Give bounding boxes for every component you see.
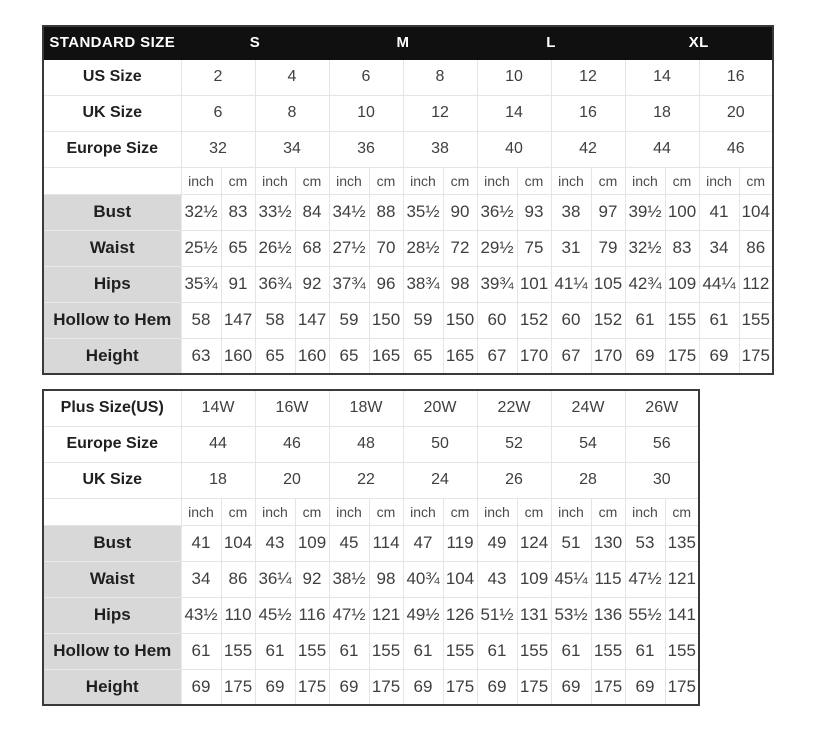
size-cell: 44 — [625, 131, 699, 167]
measure-value-cell: 150 — [369, 302, 403, 338]
size-cell: 38 — [403, 131, 477, 167]
unit-cell: inch — [403, 498, 443, 525]
unit-cell: inch — [403, 167, 443, 194]
measure-row — [43, 525, 699, 561]
measure-value-cell: 45 — [329, 525, 369, 561]
measure-value-cell: 175 — [369, 669, 403, 705]
measure-value-cell: 36½ — [477, 194, 517, 230]
size-cell: 8 — [403, 59, 477, 95]
measure-row — [43, 597, 699, 633]
measure-value-cell: 34 — [699, 230, 739, 266]
measure-value-cell: 155 — [517, 633, 551, 669]
measure-value-cell: 101 — [517, 266, 551, 302]
unit-cell: cm — [443, 167, 477, 194]
measure-value-cell: 112 — [739, 266, 773, 302]
measure-value-cell: 121 — [369, 597, 403, 633]
unit-cell: inch — [255, 167, 295, 194]
measure-value-cell: 36¼ — [255, 561, 295, 597]
measure-row-label: Hollow to Hem — [43, 633, 181, 669]
size-cell: 2 — [181, 59, 255, 95]
measure-value-cell: 69 — [181, 669, 221, 705]
measure-value-cell: 152 — [591, 302, 625, 338]
unit-cell: inch — [255, 498, 295, 525]
measure-row — [43, 230, 773, 266]
row-label: Europe Size — [43, 131, 181, 167]
size-cell: 10 — [477, 59, 551, 95]
measure-value-cell: 41¼ — [551, 266, 591, 302]
size-cell: 42 — [551, 131, 625, 167]
measure-value-cell: 32½ — [625, 230, 665, 266]
measure-row — [43, 194, 773, 230]
measure-row — [43, 266, 773, 302]
measure-value-cell: 61 — [551, 633, 591, 669]
measure-value-cell: 34½ — [329, 194, 369, 230]
unit-cell: cm — [221, 498, 255, 525]
size-cell: 6 — [329, 59, 403, 95]
size-cell: 40 — [477, 131, 551, 167]
measure-row-label: Waist — [43, 561, 181, 597]
measure-value-cell: 63 — [181, 338, 221, 374]
measure-value-cell: 47½ — [329, 597, 369, 633]
measure-value-cell: 88 — [369, 194, 403, 230]
measure-value-cell: 130 — [591, 525, 625, 561]
measure-row-label: Hips — [43, 266, 181, 302]
measure-value-cell: 47½ — [625, 561, 665, 597]
measure-value-cell: 36¾ — [255, 266, 295, 302]
measure-value-cell: 58 — [255, 302, 295, 338]
measure-value-cell: 96 — [369, 266, 403, 302]
measure-value-cell: 79 — [591, 230, 625, 266]
measure-row-label: Height — [43, 669, 181, 705]
unit-cell: cm — [739, 167, 773, 194]
measure-value-cell: 160 — [295, 338, 329, 374]
measure-value-cell: 175 — [443, 669, 477, 705]
measure-value-cell: 131 — [517, 597, 551, 633]
measure-value-cell: 67 — [551, 338, 591, 374]
unit-cell: cm — [295, 167, 329, 194]
size-row — [43, 462, 699, 498]
measure-value-cell: 92 — [295, 266, 329, 302]
table-title: STANDARD SIZE — [43, 26, 181, 59]
unit-cell: cm — [591, 167, 625, 194]
unit-cell: inch — [625, 498, 665, 525]
size-group-header: S — [181, 26, 329, 59]
size-group-header: L — [477, 26, 625, 59]
measure-value-cell: 121 — [665, 561, 699, 597]
measure-value-cell: 91 — [221, 266, 255, 302]
size-cell: 34 — [255, 131, 329, 167]
measure-value-cell: 28½ — [403, 230, 443, 266]
row-label: US Size — [43, 59, 181, 95]
unit-cell: cm — [591, 498, 625, 525]
measure-value-cell: 51 — [551, 525, 591, 561]
measure-value-cell: 34 — [181, 561, 221, 597]
measure-value-cell: 114 — [369, 525, 403, 561]
size-cell: 20 — [255, 462, 329, 498]
measure-value-cell: 155 — [591, 633, 625, 669]
plus-size-table — [42, 389, 700, 706]
measure-value-cell: 61 — [477, 633, 517, 669]
measure-value-cell: 25½ — [181, 230, 221, 266]
size-cell: 56 — [625, 426, 699, 462]
measure-value-cell: 58 — [181, 302, 221, 338]
measure-value-cell: 59 — [403, 302, 443, 338]
measure-value-cell: 51½ — [477, 597, 517, 633]
unit-cell: cm — [665, 498, 699, 525]
measure-value-cell: 29½ — [477, 230, 517, 266]
size-cell: 26 — [477, 462, 551, 498]
measure-value-cell: 61 — [403, 633, 443, 669]
size-cell: 18W — [329, 390, 403, 426]
measure-value-cell: 170 — [591, 338, 625, 374]
measure-row-label: Hips — [43, 597, 181, 633]
measure-row — [43, 338, 773, 374]
measure-value-cell: 155 — [443, 633, 477, 669]
measure-value-cell: 61 — [625, 302, 665, 338]
measure-value-cell: 61 — [255, 633, 295, 669]
measure-value-cell: 26½ — [255, 230, 295, 266]
measure-value-cell: 39½ — [625, 194, 665, 230]
measure-value-cell: 60 — [551, 302, 591, 338]
measure-value-cell: 38½ — [329, 561, 369, 597]
size-cell: 46 — [255, 426, 329, 462]
unit-cell: inch — [477, 498, 517, 525]
measure-value-cell: 72 — [443, 230, 477, 266]
size-cell: 20W — [403, 390, 477, 426]
measure-value-cell: 65 — [403, 338, 443, 374]
measure-value-cell: 69 — [625, 669, 665, 705]
unit-cell: cm — [665, 167, 699, 194]
measure-value-cell: 104 — [221, 525, 255, 561]
size-cell: 44 — [181, 426, 255, 462]
measure-row-label: Hollow to Hem — [43, 302, 181, 338]
size-group-header: M — [329, 26, 477, 59]
measure-value-cell: 104 — [739, 194, 773, 230]
measure-value-cell: 175 — [739, 338, 773, 374]
measure-value-cell: 97 — [591, 194, 625, 230]
measure-value-cell: 41 — [181, 525, 221, 561]
measure-row — [43, 302, 773, 338]
size-cell: 48 — [329, 426, 403, 462]
size-cell: 24W — [551, 390, 625, 426]
size-cell: 46 — [699, 131, 773, 167]
measure-value-cell: 44¼ — [699, 266, 739, 302]
unit-cell: inch — [329, 167, 369, 194]
size-cell: 52 — [477, 426, 551, 462]
measure-value-cell: 61 — [181, 633, 221, 669]
measure-value-cell: 42¾ — [625, 266, 665, 302]
measure-value-cell: 86 — [221, 561, 255, 597]
measure-value-cell: 59 — [329, 302, 369, 338]
measure-value-cell: 38¾ — [403, 266, 443, 302]
measure-value-cell: 109 — [295, 525, 329, 561]
measure-value-cell: 135 — [665, 525, 699, 561]
size-cell: 22 — [329, 462, 403, 498]
size-cell: 14W — [181, 390, 255, 426]
size-cell: 30 — [625, 462, 699, 498]
unit-cell: cm — [517, 167, 551, 194]
size-group-header: XL — [625, 26, 773, 59]
unit-cell: inch — [551, 167, 591, 194]
measure-row — [43, 561, 699, 597]
measure-value-cell: 160 — [221, 338, 255, 374]
measure-value-cell: 27½ — [329, 230, 369, 266]
measure-row-label: Bust — [43, 525, 181, 561]
measure-row-label: Bust — [43, 194, 181, 230]
measure-value-cell: 98 — [443, 266, 477, 302]
measure-value-cell: 155 — [739, 302, 773, 338]
size-cell: 4 — [255, 59, 329, 95]
measure-row — [43, 633, 699, 669]
size-cell: 16W — [255, 390, 329, 426]
measure-value-cell: 60 — [477, 302, 517, 338]
size-cell: 24 — [403, 462, 477, 498]
size-cell: 16 — [551, 95, 625, 131]
measure-row-label: Height — [43, 338, 181, 374]
unit-cell: inch — [551, 498, 591, 525]
measure-value-cell: 69 — [625, 338, 665, 374]
measure-row — [43, 669, 699, 705]
measure-value-cell: 45¼ — [551, 561, 591, 597]
measure-value-cell: 116 — [295, 597, 329, 633]
measure-value-cell: 83 — [665, 230, 699, 266]
measure-value-cell: 41 — [699, 194, 739, 230]
measure-value-cell: 31 — [551, 230, 591, 266]
measure-value-cell: 55½ — [625, 597, 665, 633]
measure-value-cell: 32½ — [181, 194, 221, 230]
size-cell: 14 — [625, 59, 699, 95]
measure-value-cell: 155 — [665, 633, 699, 669]
measure-value-cell: 67 — [477, 338, 517, 374]
measure-value-cell: 155 — [369, 633, 403, 669]
unit-cell: inch — [625, 167, 665, 194]
size-cell: 36 — [329, 131, 403, 167]
measure-value-cell: 49½ — [403, 597, 443, 633]
unit-cell: cm — [369, 167, 403, 194]
size-cell: 20 — [699, 95, 773, 131]
unit-cell: cm — [295, 498, 329, 525]
measure-value-cell: 126 — [443, 597, 477, 633]
measure-value-cell: 98 — [369, 561, 403, 597]
size-row — [43, 95, 773, 131]
measure-value-cell: 84 — [295, 194, 329, 230]
size-row — [43, 426, 699, 462]
measure-value-cell: 105 — [591, 266, 625, 302]
measure-value-cell: 65 — [329, 338, 369, 374]
measure-value-cell: 165 — [443, 338, 477, 374]
measure-value-cell: 69 — [699, 338, 739, 374]
measure-value-cell: 69 — [477, 669, 517, 705]
measure-value-cell: 43 — [255, 525, 295, 561]
measure-value-cell: 75 — [517, 230, 551, 266]
size-cell: 10 — [329, 95, 403, 131]
measure-value-cell: 53½ — [551, 597, 591, 633]
measure-value-cell: 155 — [665, 302, 699, 338]
measure-value-cell: 61 — [625, 633, 665, 669]
unit-cell: cm — [369, 498, 403, 525]
measure-value-cell: 141 — [665, 597, 699, 633]
measure-value-cell: 37¾ — [329, 266, 369, 302]
measure-value-cell: 100 — [665, 194, 699, 230]
measure-value-cell: 110 — [221, 597, 255, 633]
measure-value-cell: 175 — [665, 338, 699, 374]
unit-cell: cm — [517, 498, 551, 525]
measure-value-cell: 61 — [699, 302, 739, 338]
size-cell: 50 — [403, 426, 477, 462]
unit-cell: inch — [329, 498, 369, 525]
measure-value-cell: 170 — [517, 338, 551, 374]
row-label: Europe Size — [43, 426, 181, 462]
size-cell: 22W — [477, 390, 551, 426]
measure-value-cell: 35¾ — [181, 266, 221, 302]
measure-value-cell: 109 — [517, 561, 551, 597]
measure-value-cell: 86 — [739, 230, 773, 266]
size-chart-tables — [42, 25, 823, 706]
measure-value-cell: 69 — [255, 669, 295, 705]
measure-value-cell: 147 — [295, 302, 329, 338]
unit-row-spacer — [43, 498, 181, 525]
unit-cell: inch — [477, 167, 517, 194]
unit-cell: inch — [699, 167, 739, 194]
size-cell: 18 — [181, 462, 255, 498]
measure-value-cell: 175 — [517, 669, 551, 705]
standard-size-table — [42, 25, 774, 375]
measure-value-cell: 69 — [403, 669, 443, 705]
measure-value-cell: 69 — [329, 669, 369, 705]
measure-value-cell: 33½ — [255, 194, 295, 230]
size-cell: 16 — [699, 59, 773, 95]
size-row — [43, 390, 699, 426]
measure-value-cell: 69 — [551, 669, 591, 705]
unit-cell: cm — [443, 498, 477, 525]
unit-cell: inch — [181, 498, 221, 525]
size-row — [43, 131, 773, 167]
measure-value-cell: 65 — [255, 338, 295, 374]
measure-value-cell: 155 — [221, 633, 255, 669]
measure-value-cell: 47 — [403, 525, 443, 561]
measure-value-cell: 35½ — [403, 194, 443, 230]
unit-row — [43, 167, 773, 194]
measure-value-cell: 70 — [369, 230, 403, 266]
measure-value-cell: 155 — [295, 633, 329, 669]
size-cell: 14 — [477, 95, 551, 131]
measure-value-cell: 115 — [591, 561, 625, 597]
measure-value-cell: 40¾ — [403, 561, 443, 597]
measure-value-cell: 150 — [443, 302, 477, 338]
measure-value-cell: 119 — [443, 525, 477, 561]
unit-row — [43, 498, 699, 525]
size-cell: 28 — [551, 462, 625, 498]
size-cell: 32 — [181, 131, 255, 167]
size-cell: 8 — [255, 95, 329, 131]
row-label: UK Size — [43, 462, 181, 498]
measure-value-cell: 175 — [665, 669, 699, 705]
table-header-row — [43, 26, 773, 59]
row-label: UK Size — [43, 95, 181, 131]
measure-value-cell: 39¾ — [477, 266, 517, 302]
measure-value-cell: 124 — [517, 525, 551, 561]
size-cell: 54 — [551, 426, 625, 462]
measure-value-cell: 43 — [477, 561, 517, 597]
measure-value-cell: 83 — [221, 194, 255, 230]
measure-value-cell: 175 — [221, 669, 255, 705]
measure-value-cell: 49 — [477, 525, 517, 561]
measure-row-label: Waist — [43, 230, 181, 266]
measure-value-cell: 68 — [295, 230, 329, 266]
unit-cell: inch — [181, 167, 221, 194]
size-cell: 26W — [625, 390, 699, 426]
size-cell: 18 — [625, 95, 699, 131]
size-row — [43, 59, 773, 95]
measure-value-cell: 136 — [591, 597, 625, 633]
unit-row-spacer — [43, 167, 181, 194]
size-cell: 12 — [403, 95, 477, 131]
measure-value-cell: 45½ — [255, 597, 295, 633]
measure-value-cell: 152 — [517, 302, 551, 338]
measure-value-cell: 165 — [369, 338, 403, 374]
size-cell: 6 — [181, 95, 255, 131]
measure-value-cell: 109 — [665, 266, 699, 302]
size-cell: 12 — [551, 59, 625, 95]
measure-value-cell: 147 — [221, 302, 255, 338]
measure-value-cell: 38 — [551, 194, 591, 230]
measure-value-cell: 43½ — [181, 597, 221, 633]
measure-value-cell: 175 — [591, 669, 625, 705]
measure-value-cell: 175 — [295, 669, 329, 705]
measure-value-cell: 104 — [443, 561, 477, 597]
measure-value-cell: 90 — [443, 194, 477, 230]
measure-value-cell: 53 — [625, 525, 665, 561]
row-label: Plus Size(US) — [43, 390, 181, 426]
measure-value-cell: 93 — [517, 194, 551, 230]
measure-value-cell: 61 — [329, 633, 369, 669]
measure-value-cell: 92 — [295, 561, 329, 597]
measure-value-cell: 65 — [221, 230, 255, 266]
unit-cell: cm — [221, 167, 255, 194]
